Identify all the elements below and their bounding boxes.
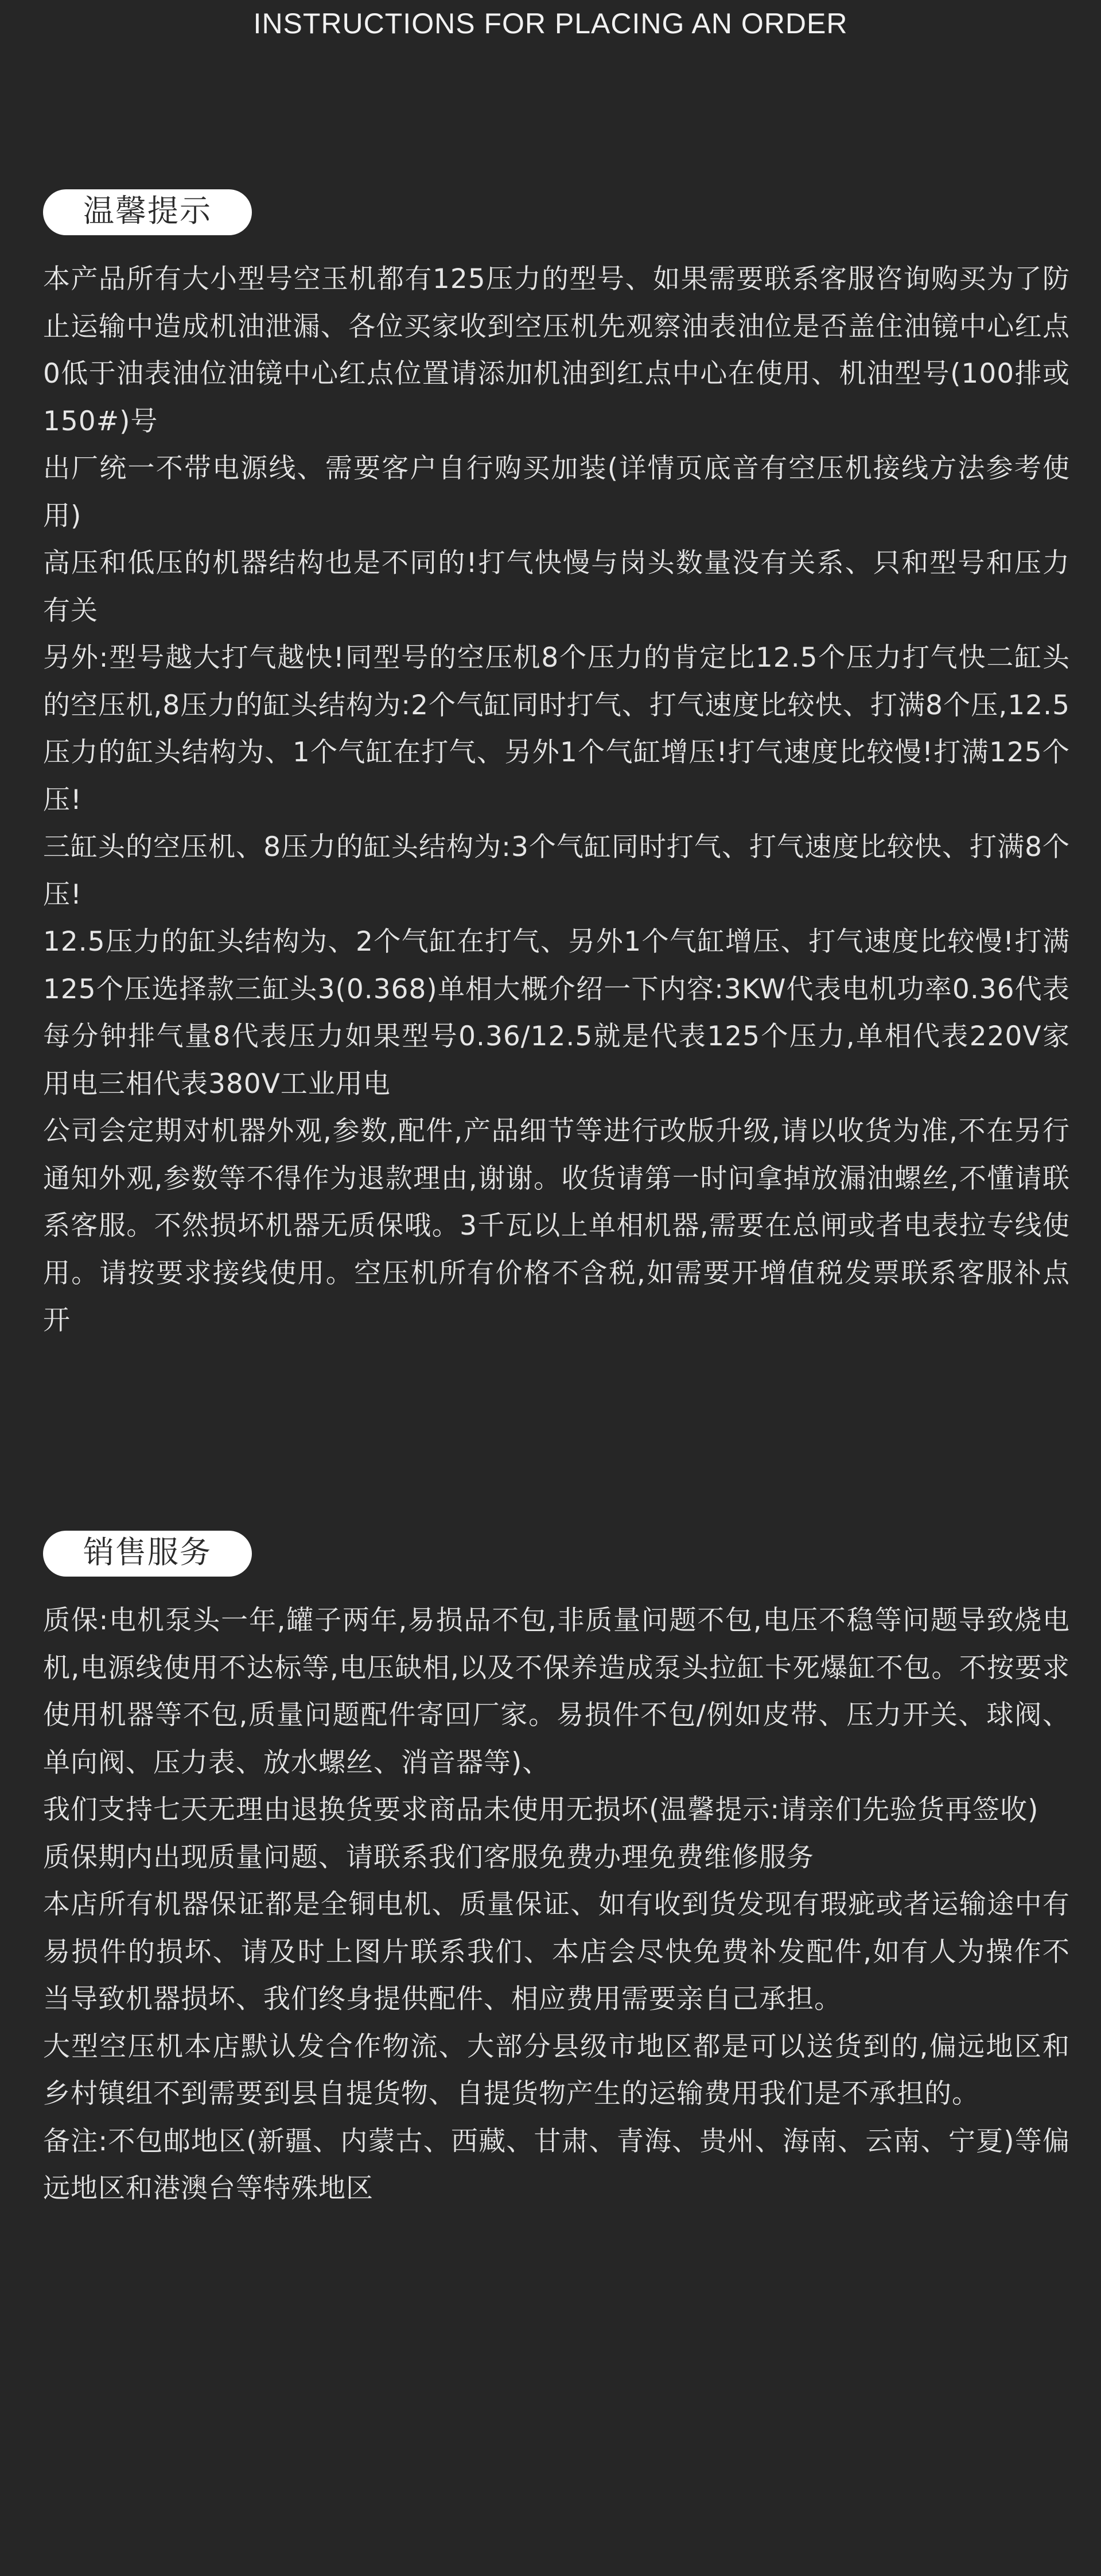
warm-tips-paragraphs <box>43 256 1070 1345</box>
paragraph: 三缸头的空压机、8压力的缸头结构为:3个气缸同时打气、打气速度比较快、打满8个压! <box>43 831 1070 910</box>
paragraph: 大型空压机本店默认发合作物流、大部分县级市地区都是可以送货到的,偏远地区和乡村镇组不到需要到县自提货物、自提货物产生的运输费用我们是不承担的。 <box>43 2030 1070 2110</box>
section-heading-warm-tips: 温馨提示 <box>43 189 252 235</box>
page-title: INSTRUCTIONS FOR PLACING AN ORDER <box>253 7 848 40</box>
paragraph: 出厂统一不带电源线、需要客户自行购买加装(详情页底音有空压机接线方法参考使用) <box>43 453 1070 532</box>
section-sales-service <box>43 1531 1070 2213</box>
paragraph: 备注:不包邮地区(新疆、内蒙古、西藏、甘肃、青海、贵州、海南、云南、宁夏)等偏远地区和港澳台等特殊地区 <box>43 2125 1070 2204</box>
paragraph: 我们支持七天无理由退换货要求商品未使用无损坏(温馨提示:请亲们先验货再签收) <box>43 1794 1039 1826</box>
paragraph: 质保期内出现质量问题、请联系我们客服免费办理免费维修服务 <box>43 1841 814 1873</box>
paragraph: 另外:型号越大打气越快!同型号的空压机8个压力的肯定比12.5个压力打气快二缸头的空压机,8压力的缸头结构为:2个气缸同时打气、打气速度比较快、打满8个压,12.5压力的缸头结构为、1个气缸在打气、另外1个气缸增压!打气速度比较慢!打满125个压! <box>43 642 1070 816</box>
section-warm-tips <box>43 189 1070 1345</box>
page-header <box>0 0 1101 46</box>
paragraph: 12.5压力的缸头结构为、2个气缸在打气、另外1个气缸增压、打气速度比较慢!打满125个压选择款三缸头3(0.368)单相大概介绍一下内容:3KW代表电机功率0.36代表每分钟排气量8代表压力如果型号0.36/12.5就是代表125个压力,单相代表220V家用电三相代表380V工业用电 <box>43 926 1070 1100</box>
sales-service-paragraphs <box>43 1597 1070 2213</box>
paragraph: 高压和低压的机器结构也是不同的!打气快慢与岗头数量没有关系、只和型号和压力有关 <box>43 547 1070 627</box>
paragraph: 质保:电机泵头一年,罐子两年,易损品不包,非质量问题不包,电压不稳等问题导致烧电机,电源线使用不达标等,电压缺相,以及不保养造成泵头拉缸卡死爆缸不包。不按要求使用机器等不包,质量问题配件寄回厂家。易损件不包/例如皮带、压力开关、球阀、单向阀、压力表、放水螺丝、消音器等)、 <box>43 1605 1070 1779</box>
section-heading-sales-service: 销售服务 <box>43 1531 252 1577</box>
paragraph: 本店所有机器保证都是全铜电机、质量保证、如有收到货发现有瑕疵或者运输途中有易损件的损坏、请及时上图片联系我们、本店会尽快免费补发配件,如有人为操作不当导致机器损坏、我们终身提供配件、相应费用需要亲自己承担。 <box>43 1889 1070 2015</box>
paragraph: 本产品所有大小型号空玉机都有125压力的型号、如果需要联系客服咨询购买为了防止运输中造成机油泄漏、各位买家收到空压机先观察油表油位是否盖住油镜中心红点0低于油表油位油镜中心红点位置请添加机油到红点中心在使用、机油型号(100排或150#)号 <box>43 263 1070 437</box>
paragraph: 公司会定期对机器外观,参数,配件,产品细节等进行改版升级,请以收货为准,不在另行通知外观,参数等不得作为退款理由,谢谢。收货请第一时问拿掉放漏油螺丝,不懂请联系客服。不然损坏机器无质保哦。3千瓦以上单相机器,需要在总闸或者电表拉专线使用。请按要求接线使用。空压机所有价格不含税,如需要开增值税发票联系客服补点开 <box>43 1115 1070 1336</box>
